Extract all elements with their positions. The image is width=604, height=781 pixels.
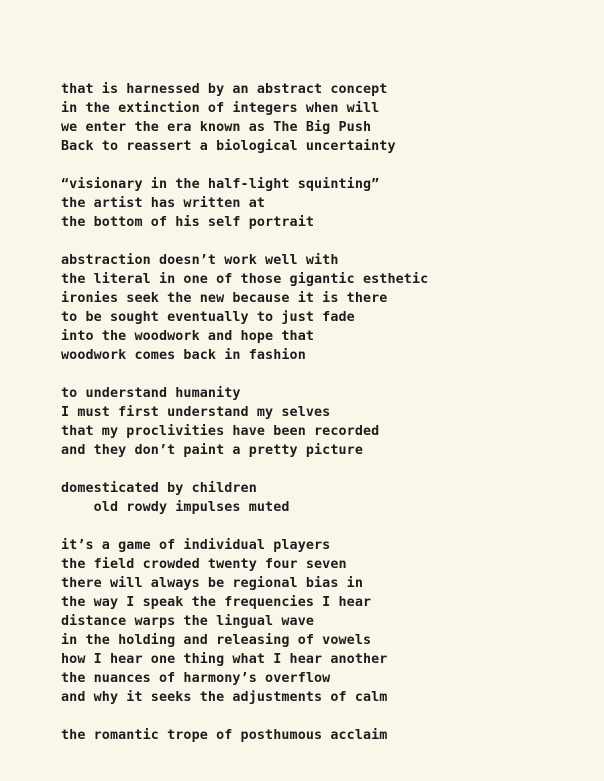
poem-line: and why it seeks the adjustments of calm: [61, 690, 388, 705]
poem-line: woodwork comes back in fashion: [61, 348, 306, 363]
poem-line: the bottom of his self portrait: [61, 215, 315, 230]
poem-line: we enter the era known as The Big Push: [61, 120, 372, 135]
poem-line: in the holding and releasing of vowels: [61, 633, 372, 648]
poem-line: into the woodwork and hope that: [61, 329, 315, 344]
poem-line: I must first understand my selves: [61, 405, 331, 420]
poem-line: old rowdy impulses muted: [61, 500, 290, 515]
stanza-4: [61, 384, 591, 460]
poem-line: the artist has written at: [61, 196, 266, 211]
poem-line: the way I speak the frequencies I hear: [61, 595, 372, 610]
poem-line: that my proclivities have been recorded: [61, 424, 380, 439]
stanza-1: [61, 80, 591, 156]
stanza-3: [61, 251, 591, 365]
poem-line: ironies seek the new because it is there: [61, 291, 388, 306]
poem-line: it’s a game of individual players: [61, 538, 331, 553]
poem-line: the literal in one of those gigantic esthetic: [61, 272, 429, 287]
stanza-7: [61, 726, 591, 745]
poem-line: how I hear one thing what I hear another: [61, 652, 388, 667]
poem-line: domesticated by children: [61, 481, 257, 496]
poem-line: the field crowded twenty four seven: [61, 557, 347, 572]
stanza-5: [61, 479, 591, 517]
poem-line: and they don’t paint a pretty picture: [61, 443, 363, 458]
poem-line: distance warps the lingual wave: [61, 614, 315, 629]
poem-line: that is harnessed by an abstract concept: [61, 82, 388, 97]
stanza-6: [61, 536, 591, 707]
poem-line: the romantic trope of posthumous acclaim: [61, 728, 388, 743]
poem-line: Back to reassert a biological uncertainty: [61, 139, 396, 154]
poem-line: in the extinction of integers when will: [61, 101, 380, 116]
poem-line: the nuances of harmony’s overflow: [61, 671, 331, 686]
poem-line: to be sought eventually to just fade: [61, 310, 355, 325]
poem-page: [61, 80, 591, 764]
poem-line: to understand humanity: [61, 386, 241, 401]
stanza-2: [61, 175, 591, 232]
poem-line: “visionary in the half-light squinting”: [61, 177, 380, 192]
poem-line: there will always be regional bias in: [61, 576, 363, 591]
poem-line: abstraction doesn’t work well with: [61, 253, 339, 268]
